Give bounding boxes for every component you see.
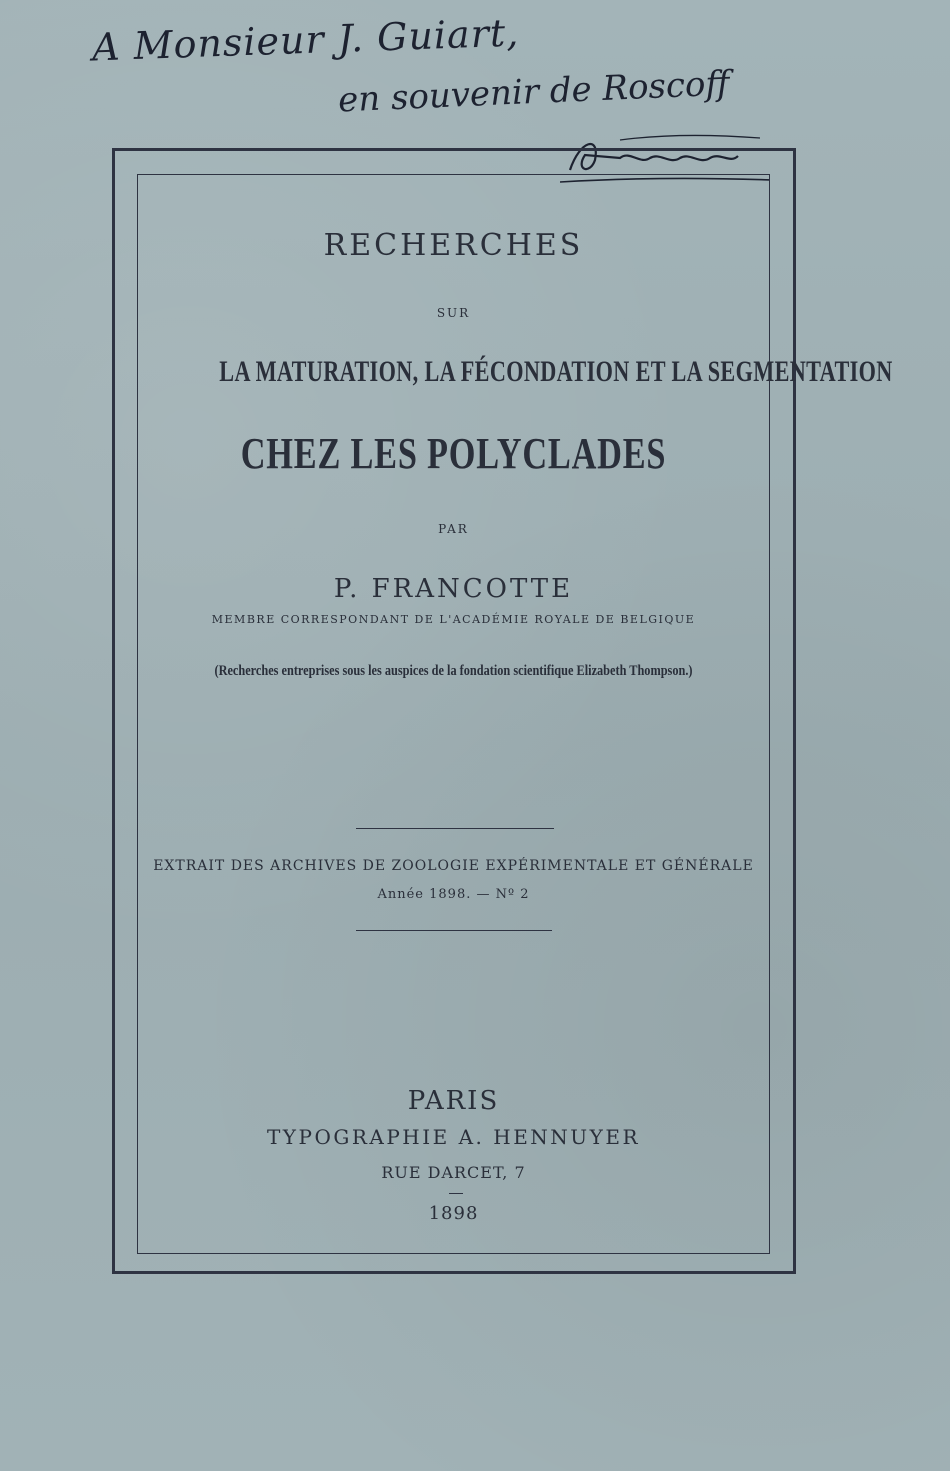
title-main: LA MATURATION, LA FÉCONDATION ET LA SEGMENTATION [219,355,893,388]
divider-top [356,828,554,829]
inscription-line-1: A Monsieur J. Guiart, [91,10,520,70]
publisher-address: RUE DARCET, 7 [381,1163,526,1182]
author-name: P. FRANCOTTE [333,574,574,604]
divider-bottom [356,930,552,931]
inscription-line-2: en souvenir de Roscoff [337,63,731,121]
author-role: MEMBRE CORRESPONDANT DE L'ACADÉMIE ROYALE DE BELGIQUE [211,613,696,626]
extract-source: EXTRAIT DES ARCHIVES DE ZOOLOGIE EXPÉRIMENTALE ET GÉNÉRALE [153,858,754,874]
publication-city: PARIS [407,1086,500,1116]
by-label: PAR [438,522,469,536]
publication-year: 1898 [428,1203,479,1224]
title-top: RECHERCHES [323,228,584,263]
funding-note: (Recherches entreprises sous les auspices de la fondation scientifique Elizabeth Thompson.) [214,663,693,679]
title-sub: CHEZ LES POLYCLADES [240,429,667,478]
publisher-name: TYPOGRAPHIE A. HENNUYER [266,1125,641,1149]
issue-info: Année 1898. — Nº 2 [377,887,530,902]
title-connector-sur: SUR [436,306,471,320]
year-dash [449,1193,463,1194]
